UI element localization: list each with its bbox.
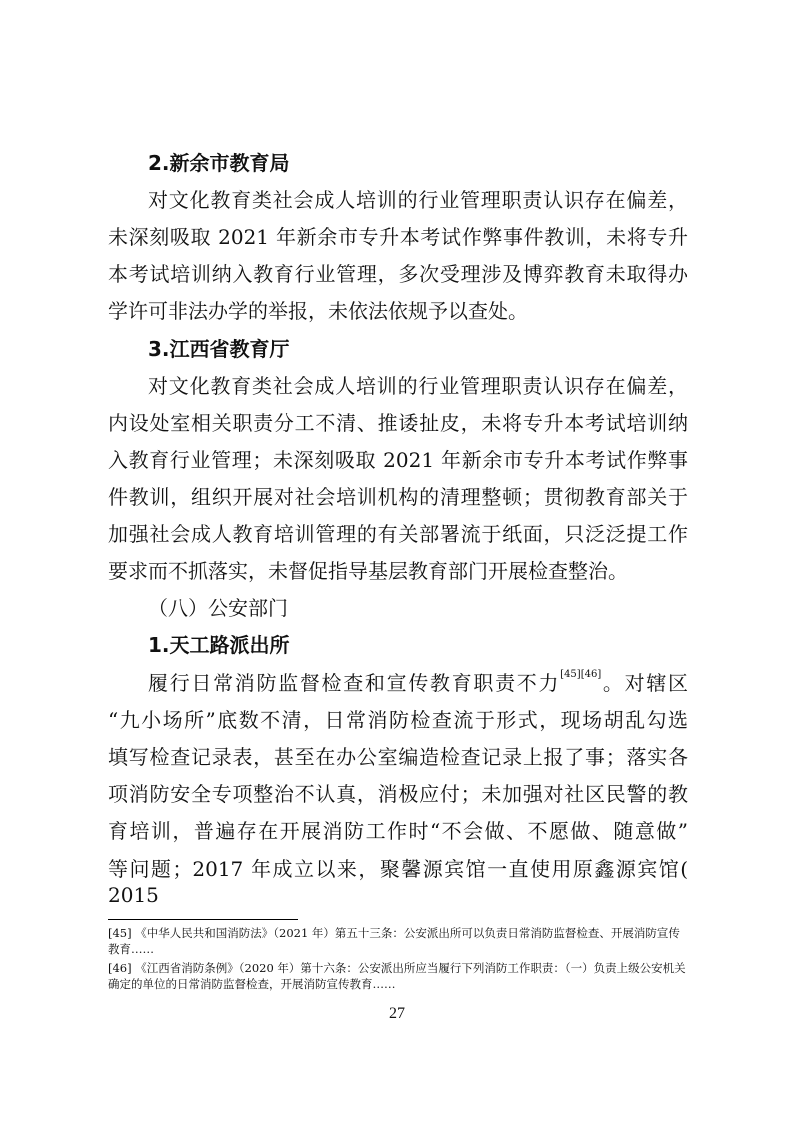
paragraph-line: 件教训，组织开展对社会培训机构的清理整顿；贯彻教育部关于 [108, 485, 688, 509]
paragraph-line: 项消防安全专项整治不认真，消极应付；未加强对社区民警的教 [108, 782, 688, 806]
paragraph-line: 要求而不抓落实，未督促指导基层教育部门开展检查整治。 [108, 559, 628, 583]
footnote: [46] 《江西省消防条例》（2020 年）第十六条：公安派出所应当履行下列消防工作职责：（一）负责上级公安机关确定的单位的日常消防监督检查，开展消防宣传教育…… [108, 961, 686, 991]
section-heading: 2.新余市教育局 [148, 151, 290, 175]
paragraph-line: 填写检查记录表，甚至在办公室编造检查记录上报了事；落实各 [108, 745, 688, 769]
paragraph-line: 育培训，普遍存在开展消防工作时“不会做、不愿做、随意做” [108, 819, 688, 843]
paragraph-line: 学许可非法办学的举报，未依法依规予以查处。 [108, 299, 528, 323]
paragraph-line: “九小场所”底数不清，日常消防检查流于形式，现场胡乱勾选 [108, 708, 688, 732]
footnote-reference[interactable]: [45][46] [560, 669, 602, 680]
footnote: [45] 《中华人民共和国消防法》（2021 年）第五十三条：公安派出所可以负责日常消防监督检查、开展消防宣传教育…… [108, 926, 680, 956]
paragraph-line: 内设处室相关职责分工不清、推诿扯皮，未将专升本考试培训纳 [108, 411, 688, 435]
paragraph-line: 入教育行业管理；未深刻吸取 2021 年新余市专升本考试作弊事 [108, 448, 688, 472]
paragraph-line: 对文化教育类社会成人培训的行业管理职责认识存在偏差， [148, 188, 688, 212]
page-number: 27 [389, 1005, 405, 1022]
footnote-divider [108, 919, 298, 920]
section-heading: 3.江西省教育厅 [148, 337, 290, 361]
text: 。对辖区 [601, 671, 689, 695]
paragraph-line: 对文化教育类社会成人培训的行业管理职责认识存在偏差， [148, 374, 688, 398]
paragraph-line: 本考试培训纳入教育行业管理，多次受理涉及博弈教育未取得办 [108, 262, 688, 286]
paragraph-line [148, 670, 688, 696]
paragraph-line: 加强社会成人教育培训管理的有关部署流于纸面，只泛泛提工作 [108, 522, 688, 546]
paragraph-line: 未深刻吸取 2021 年新余市专升本考试作弊事件教训，未将专升 [108, 225, 688, 249]
subsection-heading: （八）公安部门 [148, 596, 288, 620]
section-heading: 1.天工路派出所 [148, 633, 290, 657]
paragraph-line: 等问题；2017 年成立以来，聚馨源宾馆一直使用原鑫源宾馆( 2015 [108, 857, 688, 907]
text: 履行日常消防监督检查和宣传教育职责不力 [148, 671, 561, 695]
